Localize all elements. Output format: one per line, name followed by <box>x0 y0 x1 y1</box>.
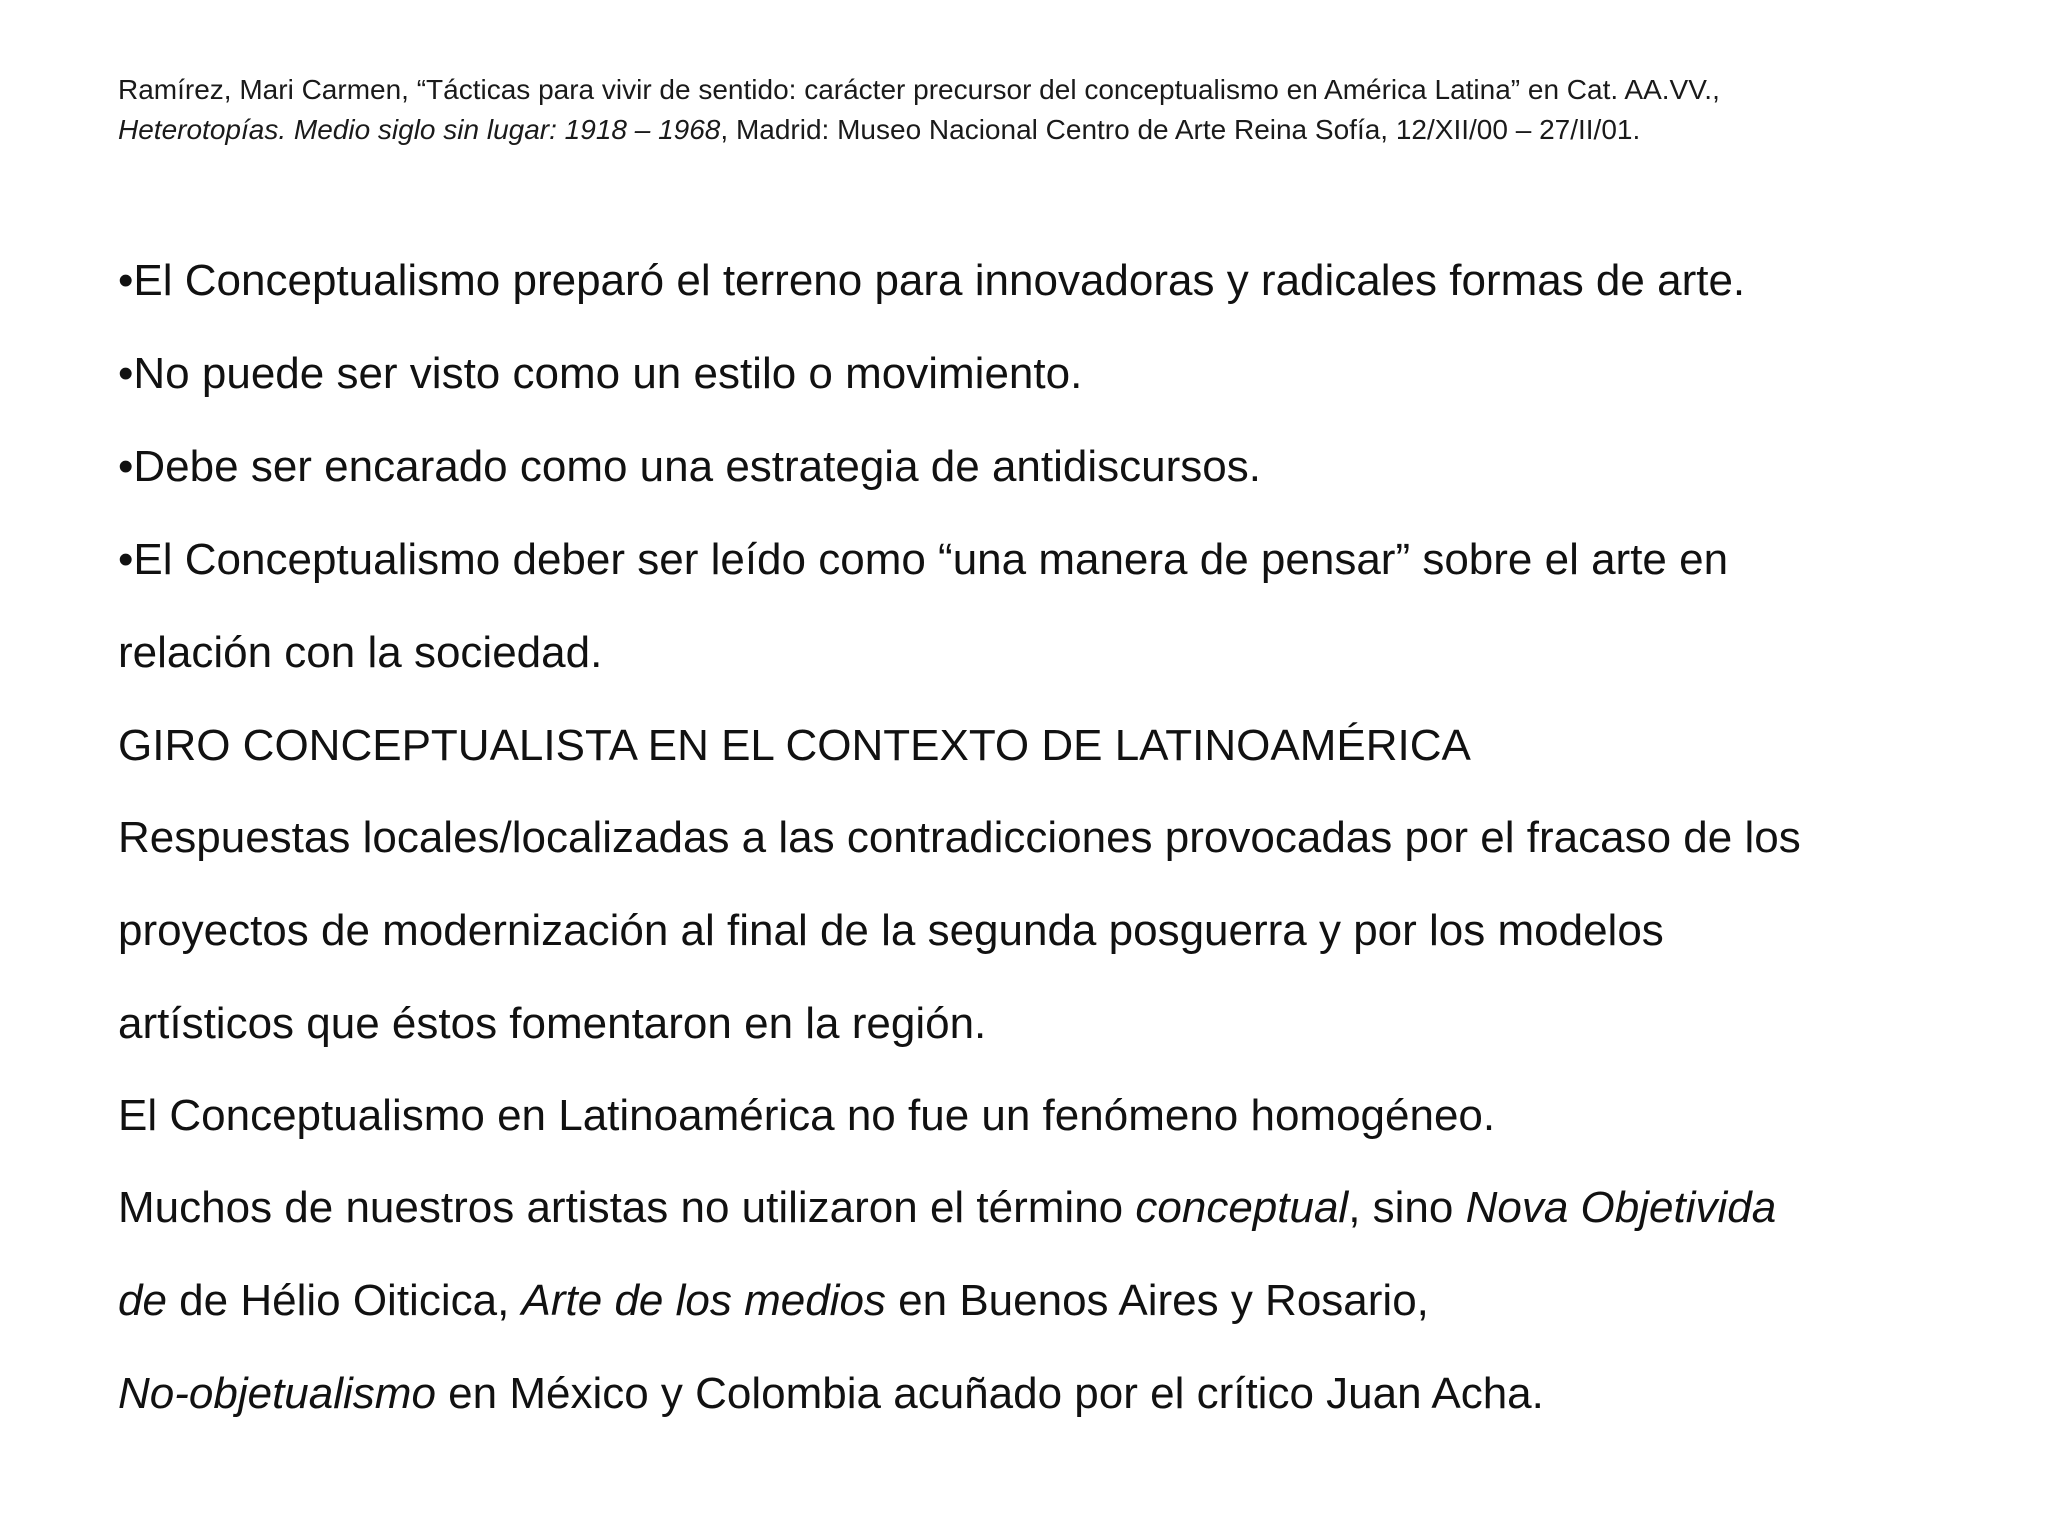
paragraph-3-text: , sino <box>1348 1183 1466 1232</box>
bullet-1: •El Conceptualismo preparó el terreno para innovadoras y radicales formas de arte. <box>118 256 1746 305</box>
paragraph-1-line-1: Respuestas locales/localizadas a las contradicciones provocadas por el fracaso de los <box>118 813 1801 862</box>
citation <box>118 70 1978 150</box>
citation-line-1: Ramírez, Mari Carmen, “Tácticas para vivir de sentido: carácter precursor del conceptualismo en América Latina” en Cat. AA.VV., <box>118 74 1720 105</box>
term-nova-objetividade-end: de <box>118 1276 167 1325</box>
paragraph-3-line-2 <box>118 1254 1998 1347</box>
section-heading: GIRO CONCEPTUALISTA EN EL CONTEXTO DE LATINOAMÉRICA <box>118 721 1471 770</box>
paragraph-3-text: en México y Colombia acuñado por el crítico Juan Acha. <box>435 1369 1544 1418</box>
paragraph-1-line-2: proyectos de modernización al final de la segunda posguerra y por los modelos <box>118 906 1664 955</box>
paragraph-2: El Conceptualismo en Latinoamérica no fue un fenómeno homogéneo. <box>118 1091 1496 1140</box>
paragraph-1-line-3: artísticos que éstos fomentaron en la región. <box>118 999 987 1048</box>
bullet-3: •Debe ser encarado como una estrategia de antidiscursos. <box>118 442 1261 491</box>
paragraph-3-text: Muchos de nuestros artistas no utilizaron el término <box>118 1183 1136 1232</box>
term-arte-de-los-medios: Arte de los medios <box>521 1276 886 1325</box>
paragraph-3-text: en Buenos Aires y Rosario, <box>885 1276 1429 1325</box>
term-nova-objetividade: Nova Objetivida <box>1465 1183 1777 1232</box>
slide-body <box>118 234 1998 1440</box>
citation-line-2 <box>118 110 1978 150</box>
term-no-objetualismo: No-objetualismo <box>118 1369 436 1418</box>
bullet-2: •No puede ser visto como un estilo o movimiento. <box>118 349 1083 398</box>
paragraph-3-line-3 <box>118 1347 1998 1440</box>
paragraph-3-line-1 <box>118 1161 1998 1254</box>
citation-title: Heterotopías. Medio siglo sin lugar: 1918 – 1968 <box>118 114 721 145</box>
paragraph-3-text: de Hélio Oiticica, <box>166 1276 522 1325</box>
bullet-4: •El Conceptualismo deber ser leído como “una manera de pensar” sobre el arte en <box>118 535 1729 584</box>
citation-publisher: , Madrid: Museo Nacional Centro de Arte Reina Sofía, 12/XII/00 – 27/II/01. <box>720 114 1641 145</box>
bullet-4-continuation: relación con la sociedad. <box>118 628 603 677</box>
term-conceptual: conceptual <box>1135 1183 1349 1232</box>
